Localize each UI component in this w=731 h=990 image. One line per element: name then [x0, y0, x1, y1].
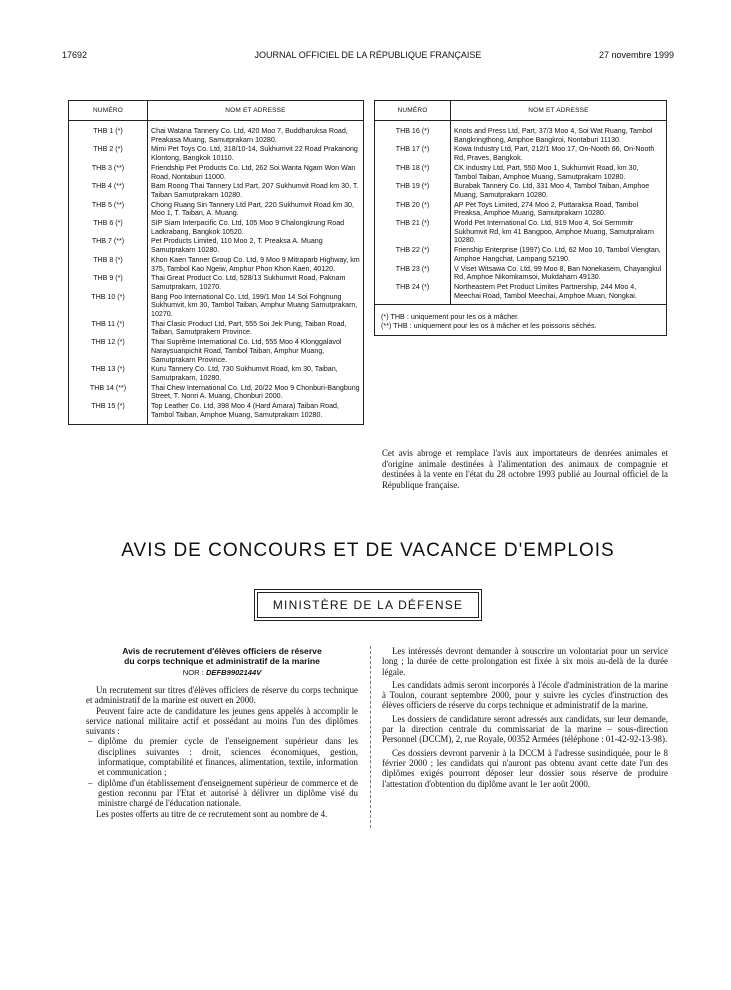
ministry-heading: MINISTÈRE DE LA DÉFENSE — [257, 592, 479, 618]
diploma-list — [86, 736, 358, 808]
article-paragraph: Un recrutement sur titres d'élèves officiers de réserve du corps technique et administratif de la marine est ouvert en 2000. — [86, 685, 358, 706]
table-row — [375, 201, 667, 219]
nor-label: NOR : — [182, 668, 204, 677]
table-row — [69, 121, 364, 146]
entry-name-address: Bang Poo International Co. Ltd, 199/1 Moo 14 Soi Fohgnung Sukhumvit, km 30, Tambol Taiban, Amphur Muang Samutprakarn, 10270. — [148, 293, 364, 320]
entry-name-address: Kowa Industry Ltd, Part, 212/1 Moo 17, On-Nooth 66, On-Nooth Rd, Praves, Bangkok. — [451, 145, 667, 163]
table-row — [69, 201, 364, 219]
table-row — [375, 121, 667, 146]
entry-number: THB 22 (*) — [375, 246, 451, 264]
entry-name-address: Northeastern Pet Product Limites Partnership, 244 Moo 4, Meechai Road, Tambol Meechai, Amphoe Muan, Nongkai. — [451, 283, 667, 305]
article-right-column — [382, 646, 668, 789]
column-header-name-address: NOM ET ADRESSE — [451, 101, 667, 121]
entry-name-address: Thai Clasic Product Ltd, Part, 555 Soi Jek Pung, Taiban Road, Taiban, Samutprakern Province. — [148, 320, 364, 338]
entry-number: THB 5 (**) — [69, 201, 148, 219]
entry-number: THB 14 (**) — [69, 384, 148, 402]
entry-name-address: AP Pet Toys Limited, 274 Moo 2, Puttaraksa Road, Tambol Preaksa, Amphoe Muang, Samutprakarn 10280. — [451, 201, 667, 219]
entry-name-address: Top Leather Co. Ltd, 398 Moo 4 (Hard Amara) Taiban Road, Tambol Taiban, Amphoe Muang, Samutprakarn 10280. — [148, 402, 364, 424]
table-row — [69, 274, 364, 292]
entry-name-address: Bam Roong Thai Tannery Ltd Part, 207 Sukhumvit Road km 30, T. Taiban Samutprakarn 10280. — [148, 182, 364, 200]
column-header-number: NUMÉRO — [375, 101, 451, 121]
entry-name-address: Chong Ruang Sin Tannery Ltd Part, 220 Sukhumvit Road km 30, Moo 1, T. Taiban, A. Muang. — [148, 201, 364, 219]
entry-name-address: CK Industry Ltd, Part, 550 Moo 1, Sukhumvit Road, km 30, Tambol Taiban, Amphoe Muang, Samutprakarn 10280. — [451, 164, 667, 182]
journal-title: JOURNAL OFFICIEL DE LA RÉPUBLIQUE FRANÇAISE — [254, 50, 482, 60]
diploma-list-item: – diplôme du premier cycle de l'enseignement supérieur dans les disciplines suivantes : droit, sciences économiques, gestion, informatique, comptabilité et finances, alimentation, textile, information et communication ; — [86, 736, 358, 777]
entry-name-address: Pet Products Limited, 110 Moo 2, T. Preaksa A. Muang Samutprakarn 10280. — [148, 237, 364, 255]
exporters-table-right — [374, 100, 667, 336]
table-row — [69, 237, 364, 255]
column-header-name-address: NOM ET ADRESSE — [148, 101, 364, 121]
column-header-number: NUMÉRO — [69, 101, 148, 121]
table-row — [69, 338, 364, 365]
section-title: AVIS DE CONCOURS ET DE VACANCE D'EMPLOIS — [121, 540, 615, 561]
entry-number: THB 20 (*) — [375, 201, 451, 219]
table-row — [69, 256, 364, 274]
entry-number: THB 17 (*) — [375, 145, 451, 163]
article-paragraph: Ces dossiers devront parvenir à la DCCM à l'adresse susindiquée, pour le 8 février 2000 ; les candidats qui n'auront pas obtenu avant cette date l'un des diplômes exigés pourront déposer leur dossier sous réserve de produire l'attestation d'obtention du diplôme avant le 1er août 2000. — [382, 747, 668, 789]
table-row — [375, 265, 667, 283]
entry-number: THB 11 (*) — [69, 320, 148, 338]
article-title-line-1: Avis de recrutement d'élèves officiers de réserve — [122, 646, 322, 656]
entry-name-address: V Viset Witsawa Co. Ltd, 99 Moo 8, Ban Nonekasem, Chayangkul Rd, Amphoe Nikomkamsoi, Mukdaharn 49130. — [451, 265, 667, 283]
note-single-star: (*) THB : uniquement pour les os à mâcher. — [381, 312, 520, 322]
entry-number: THB 18 (*) — [375, 164, 451, 182]
entry-name-address: Thai Suprême International Co. Ltd, 555 Moo 4 Klonggalavol Naraysuanpichit Road, Tambol Taiban, Amphur Muang, Samutprakarn Province. — [148, 338, 364, 365]
article-nor — [86, 668, 358, 677]
note-double-star: (**) THB : uniquement pour les os à mâcher et les poissons séchés. — [381, 320, 597, 330]
entry-name-address: Kuru Tannery Co. Ltd, 730 Sukhumvit Road, km 30, Taiban, Samutprakarn, 10280. — [148, 365, 364, 383]
article-paragraph: Peuvent faire acte de candidature les jeunes gens appelés à accomplir le service national militaire actif et possédant au moins l'un des diplômes suivants : — [86, 705, 358, 737]
table-row — [375, 164, 667, 182]
table-row — [69, 365, 364, 383]
entry-number: THB 24 (*) — [375, 283, 451, 305]
entry-number: THB 23 (*) — [375, 265, 451, 283]
table-row — [69, 320, 364, 338]
entry-number: THB 2 (*) — [69, 145, 148, 163]
entry-name-address: Friendship Pet Products Co. Ltd, 262 Soi Wanta Ngam Won Wan Road, Nontaburi 11000. — [148, 164, 364, 182]
entry-number: THB 8 (*) — [69, 256, 148, 274]
diploma-list-item: – diplôme d'un établissement d'enseignement supérieur de commerce et de gestion reconnu par l'Etat et autorisé à délivrer un diplôme visé du ministre chargé de l'éducation nationale. — [86, 778, 358, 809]
article-title-line-2: du corps technique et administratif de la marine — [124, 656, 320, 666]
article-left-column — [86, 646, 358, 819]
table-header-row — [375, 101, 667, 121]
entry-name-address: Khon Kaen Tanner Group Co. Ltd, 9 Moo 9 Mitraparb Highway, km 375, Tambol Kao Ngeiw, Amphur Phon Khon Kaen, 40120. — [148, 256, 364, 274]
table-row — [69, 182, 364, 200]
entry-number: THB 13 (*) — [69, 365, 148, 383]
page-header — [62, 50, 674, 64]
entry-name-address: Knots and Press Ltd, Part, 37/3 Moo 4, Soi Wat Ruang, Tambol Bangkringthong, Amphoe Bangkroi, Nontaburi 11130. — [451, 121, 667, 146]
table-row — [375, 182, 667, 200]
entry-name-address: Frienship Enterprise (1997) Co. Ltd, 62 Moo 10, Tambol Viengtan, Amphoe Hangchat, Lampang 52190. — [451, 246, 667, 264]
table-row — [69, 384, 364, 402]
page-number: 17692 — [62, 50, 88, 60]
issue-date: 27 novembre 1999 — [598, 50, 674, 60]
entry-number: THB 21 (*) — [375, 219, 451, 246]
article-paragraph: Les candidats admis seront incorporés à l'école d'administration de la marine à Toulon, courant septembre 2000, pour y suivre les cycles d'instruction des élèves officiers de réserve du corps technique et administratif de la marine. — [382, 679, 668, 711]
entry-number: THB 3 (**) — [69, 164, 148, 182]
article-paragraph: Les intéressés devront demander à souscrire un volontariat pour un service long ; la durée de cette prolongation est fixée à six mois au-delà de la durée légale. — [382, 646, 668, 677]
article-paragraph: Les dossiers de candidature seront adressés aux candidats, sur leur demande, par la direction centrale du commissariat de la marine – sous-direction Personnel (DCCM), 2, rue Royale, 00352 Armées (téléphone : 01-42-92-13-98). — [382, 713, 668, 745]
entry-number: THB 15 (*) — [69, 402, 148, 424]
entry-number: THB 6 (*) — [69, 219, 148, 237]
table-header-row — [69, 101, 364, 121]
table-row — [69, 402, 364, 424]
table-row — [375, 219, 667, 246]
entry-number: THB 12 (*) — [69, 338, 148, 365]
table-row — [375, 283, 667, 305]
notice-paragraph: Cet avis abroge et remplace l'avis aux importateurs de denrées animales et d'origine animale destinées à l'alimentation des animaux de compagnie et destinées à la vente en l'état du 28 octobre 1993 publié au Journal officiel de la République française. — [382, 448, 668, 490]
table-row — [69, 164, 364, 182]
table-row — [69, 145, 364, 163]
entry-name-address: Mimi Pet Toys Co. Ltd, 318/10-14, Sukhumvit 22 Road Prakanong Klontong, Bangkok 10110. — [148, 145, 364, 163]
entry-name-address: Thai Great Product Co. Ltd, 528/13 Sukhumvit Road, Paknam Samutprakarn, 10270. — [148, 274, 364, 292]
entry-name-address: Burabak Tannery Co. Ltd, 331 Moo 4, Tambol Taiban, Amphoe Muang, Samutprakarn 10280. — [451, 182, 667, 200]
table-row — [375, 246, 667, 264]
exporters-table-left — [68, 100, 364, 425]
entry-number: THB 9 (*) — [69, 274, 148, 292]
table-notes-row — [375, 305, 667, 336]
table-row — [375, 145, 667, 163]
entry-number: THB 4 (**) — [69, 182, 148, 200]
column-divider — [370, 646, 371, 828]
entry-number: THB 7 (**) — [69, 237, 148, 255]
nor-code: DEFB9902144V — [205, 668, 262, 677]
table-row — [69, 293, 364, 320]
article-paragraph: Les postes offerts au titre de ce recrutement sont au nombre de 4. — [96, 808, 328, 819]
entry-name-address: SIP Siam Interpacific Co. Ltd, 105 Moo 9 Chalongkrung Road Ladkrabang, Bangkok 10520. — [148, 219, 364, 237]
entry-number: THB 1 (*) — [69, 121, 148, 146]
entry-name-address: Chai Watana Tannery Co. Ltd, 420 Moo 7, Buddharuksa Road, Preakasa Muang, Samutprakarn 10280. — [148, 121, 364, 146]
table-row — [69, 219, 364, 237]
table-notes — [375, 305, 667, 336]
entry-number: THB 19 (*) — [375, 182, 451, 200]
entry-number: THB 10 (*) — [69, 293, 148, 320]
entry-name-address: World Pet International Co. Ltd, 919 Moo 4, Soi Sermmitr Sukhumvit Rd, km 41 Bangpoo, Amphoe Muang, Samutprakarn 10280. — [451, 219, 667, 246]
entry-name-address: Thai Chew International Co. Ltd, 20/22 Moo 9 Chonburi-Bangbung Street, T. Nonri A. Muang, Chonburi 2000. — [148, 384, 364, 402]
entry-number: THB 16 (*) — [375, 121, 451, 146]
